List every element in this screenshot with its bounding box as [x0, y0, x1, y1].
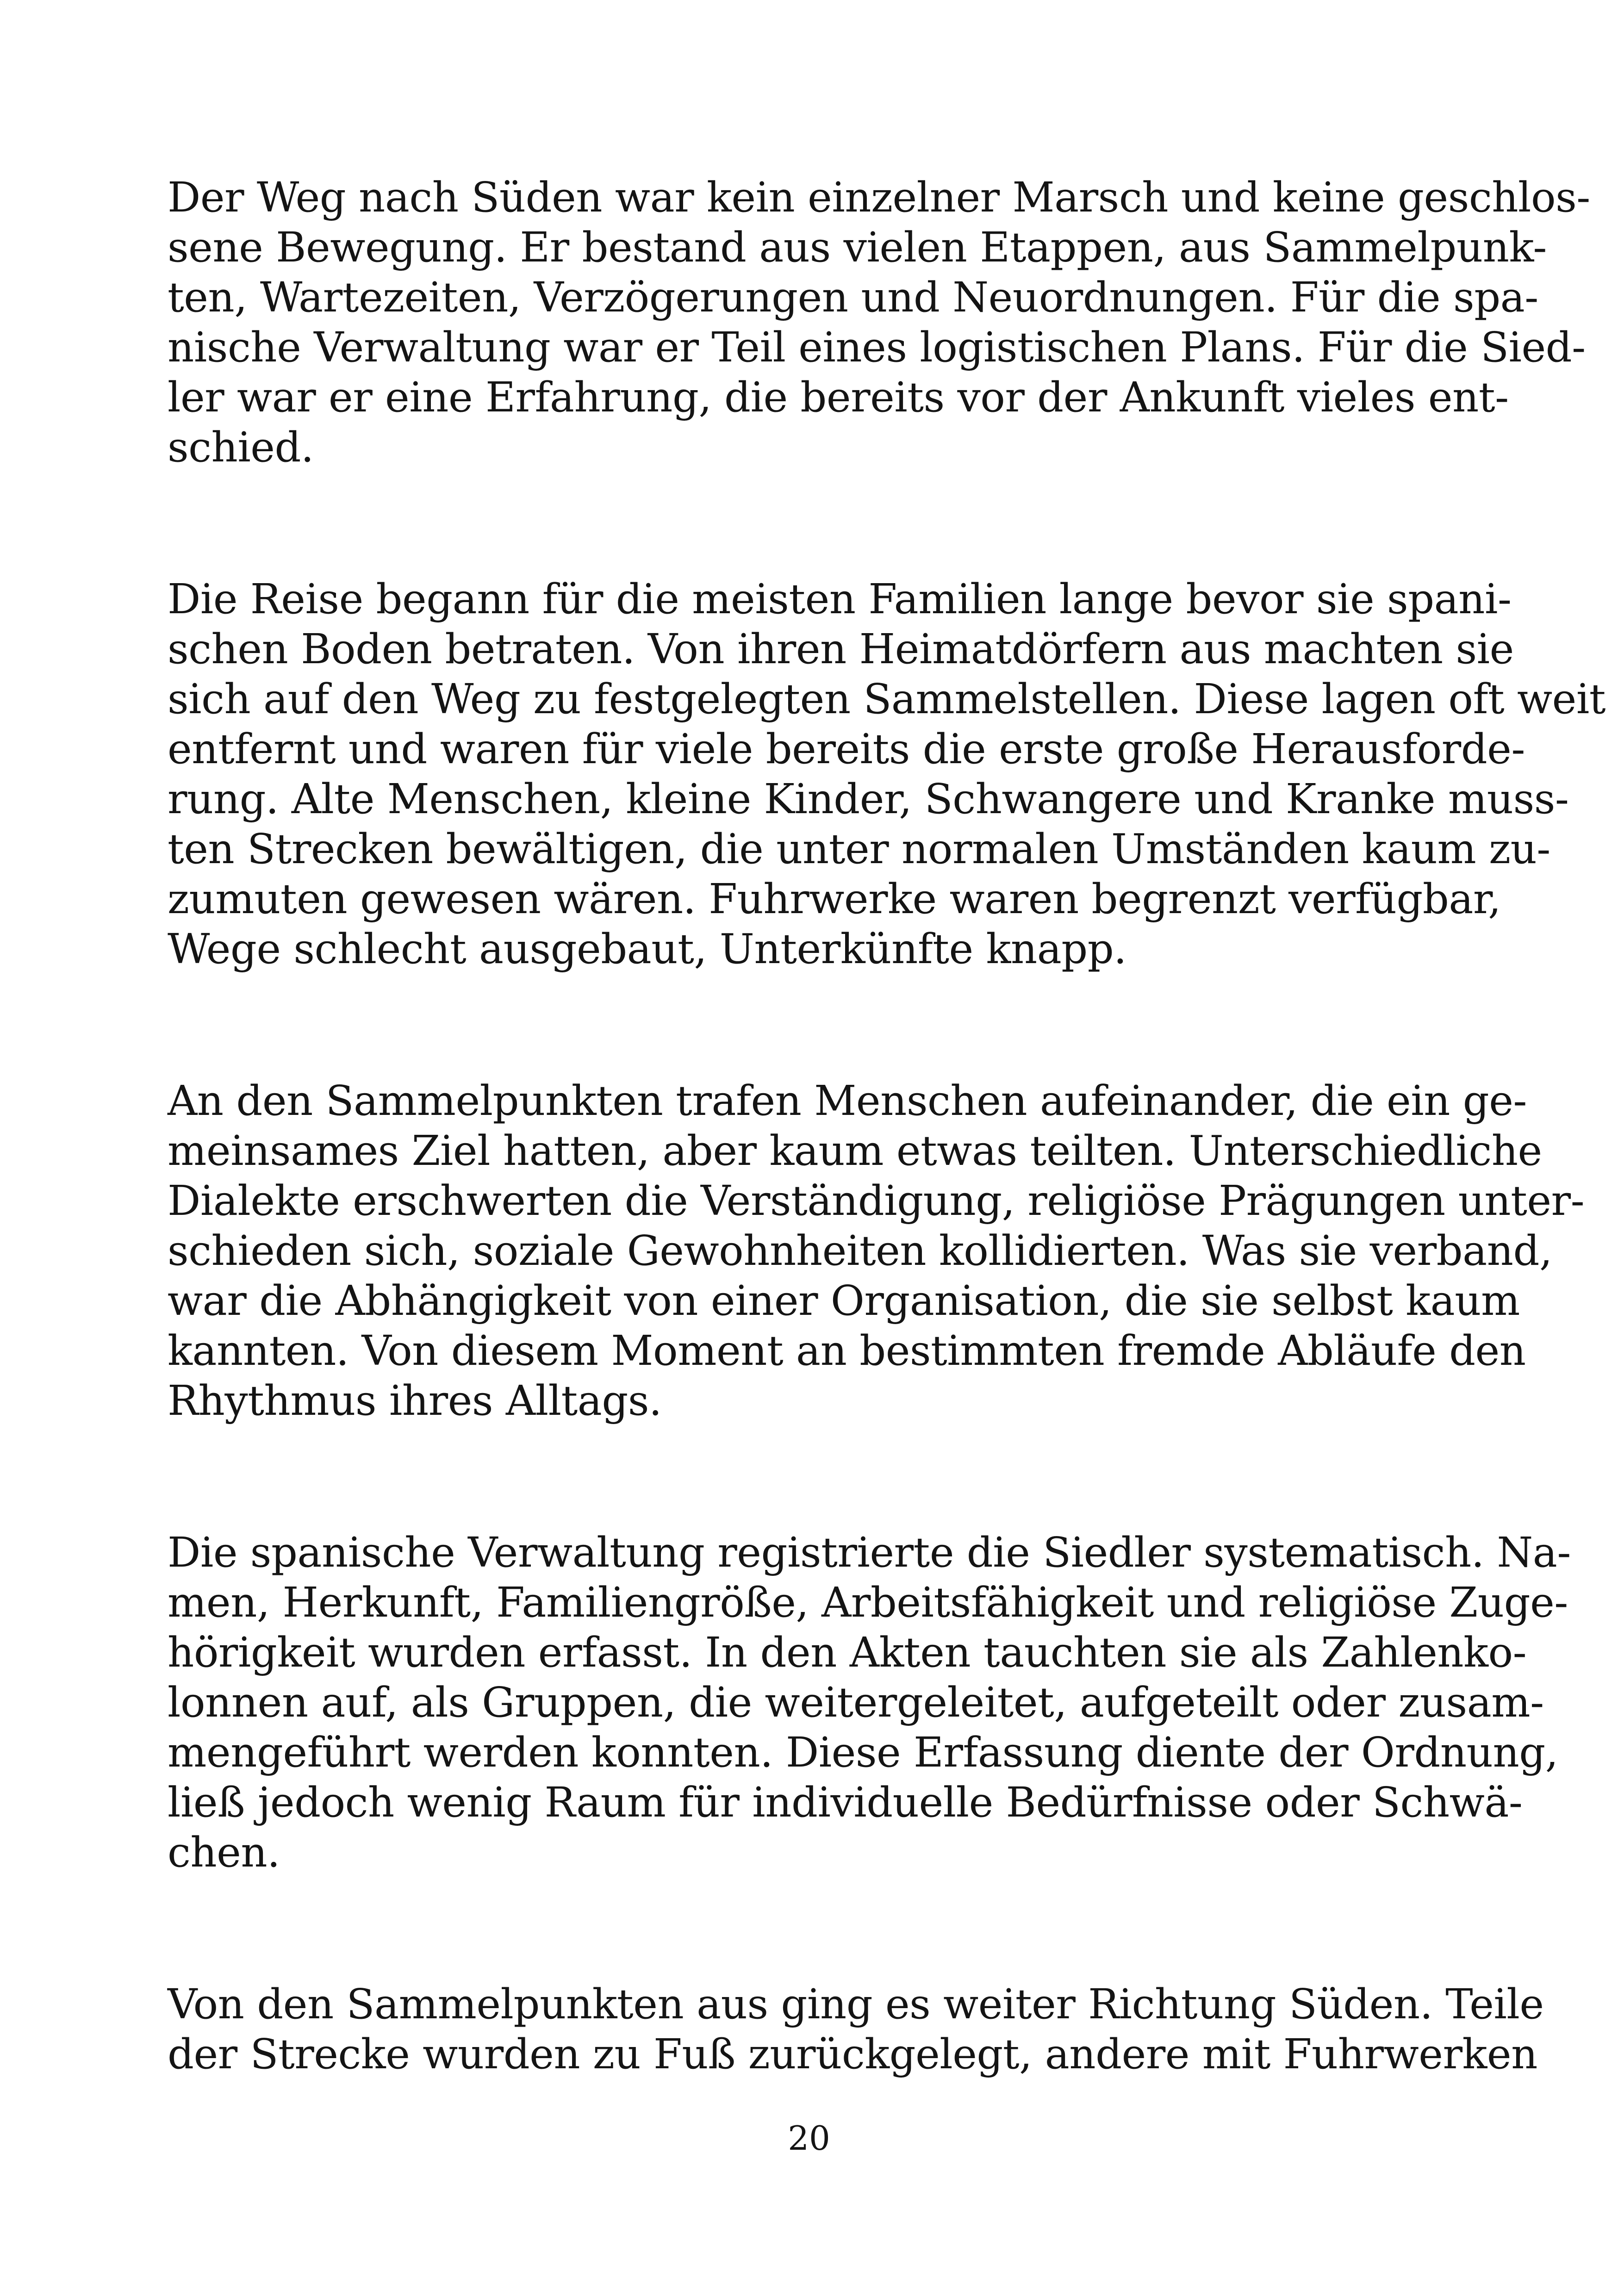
- text-line: hörigkeit wurden erfasst. In den Akten tauchten sie als Zahlenko-: [168, 1628, 1527, 1676]
- paragraph: [168, 1076, 1585, 1425]
- text-line: ten Strecken bewältigen, die unter normalen Umständen kaum zu-: [168, 825, 1550, 873]
- text-line: ten, Wartezeiten, Verzögerungen und Neuordnungen. Für die spa-: [168, 273, 1538, 321]
- text-line: Der Weg nach Süden war kein einzelner Marsch und keine geschlos-: [168, 173, 1590, 221]
- text-line: nische Verwaltung war er Teil eines logistischen Plans. Für die Sied-: [168, 323, 1586, 371]
- body-text: [168, 172, 1606, 2079]
- text-line: rung. Alte Menschen, kleine Kinder, Schwangere und Kranke muss-: [168, 775, 1569, 823]
- page-number: 20: [788, 2119, 830, 2158]
- text-line: kannten. Von diesem Moment an bestimmten fremde Abläufe den: [168, 1326, 1526, 1375]
- paragraph: [168, 1979, 1544, 2079]
- paragraph: [168, 574, 1606, 974]
- text-line: war die Abhängigkeit von einer Organisation, die sie selbst kaum: [168, 1276, 1520, 1325]
- text-line: chen.: [168, 1828, 280, 1876]
- text-line: men, Herkunft, Familiengröße, Arbeitsfähigkeit und religiöse Zuge-: [168, 1578, 1568, 1626]
- text-line: Dialekte erschwerten die Verständigung, religiöse Prägungen unter-: [168, 1176, 1585, 1225]
- text-line: Die spanische Verwaltung registrierte die Siedler systematisch. Na-: [168, 1528, 1571, 1576]
- text-line: ler war er eine Erfahrung, die bereits vor der Ankunft vieles ent-: [168, 373, 1509, 421]
- text-line: zumuten gewesen wären. Fuhrwerke waren begrenzt verfügbar,: [168, 875, 1501, 923]
- text-line: meinsames Ziel hatten, aber kaum etwas teilten. Unterschiedliche: [168, 1126, 1542, 1175]
- paragraph: [168, 172, 1590, 472]
- text-line: schen Boden betraten. Von ihren Heimatdörfern aus machten sie: [168, 625, 1514, 673]
- paragraph: [168, 1527, 1571, 1877]
- text-line: ließ jedoch wenig Raum für individuelle Bedürfnisse oder Schwä-: [168, 1778, 1523, 1826]
- text-line: sene Bewegung. Er bestand aus vielen Etappen, aus Sammelpunk-: [168, 223, 1547, 271]
- text-line: lonnen auf, als Gruppen, die weitergeleitet, aufgeteilt oder zusam-: [168, 1678, 1544, 1726]
- text-line: Von den Sammelpunkten aus ging es weiter Richtung Süden. Teile: [168, 1980, 1544, 2028]
- text-line: Die Reise begann für die meisten Familien lange bevor sie spani-: [168, 575, 1512, 623]
- text-line: mengeführt werden konnten. Diese Erfassung diente der Ordnung,: [168, 1728, 1558, 1776]
- text-line: An den Sammelpunkten trafen Menschen aufeinander, die ein ge-: [168, 1076, 1527, 1125]
- text-line: der Strecke wurden zu Fuß zurückgelegt, andere mit Fuhrwerken: [168, 2030, 1537, 2078]
- text-line: Wege schlecht ausgebaut, Unterkünfte knapp.: [168, 925, 1126, 973]
- text-line: Rhythmus ihres Alltags.: [168, 1376, 662, 1425]
- text-line: schieden sich, soziale Gewohnheiten kollidierten. Was sie verband,: [168, 1226, 1552, 1275]
- text-line: entfernt und waren für viele bereits die erste große Herausforde-: [168, 725, 1525, 773]
- text-line: schied.: [168, 423, 314, 471]
- text-line: sich auf den Weg zu festgelegten Sammelstellen. Diese lagen oft weit: [168, 675, 1606, 723]
